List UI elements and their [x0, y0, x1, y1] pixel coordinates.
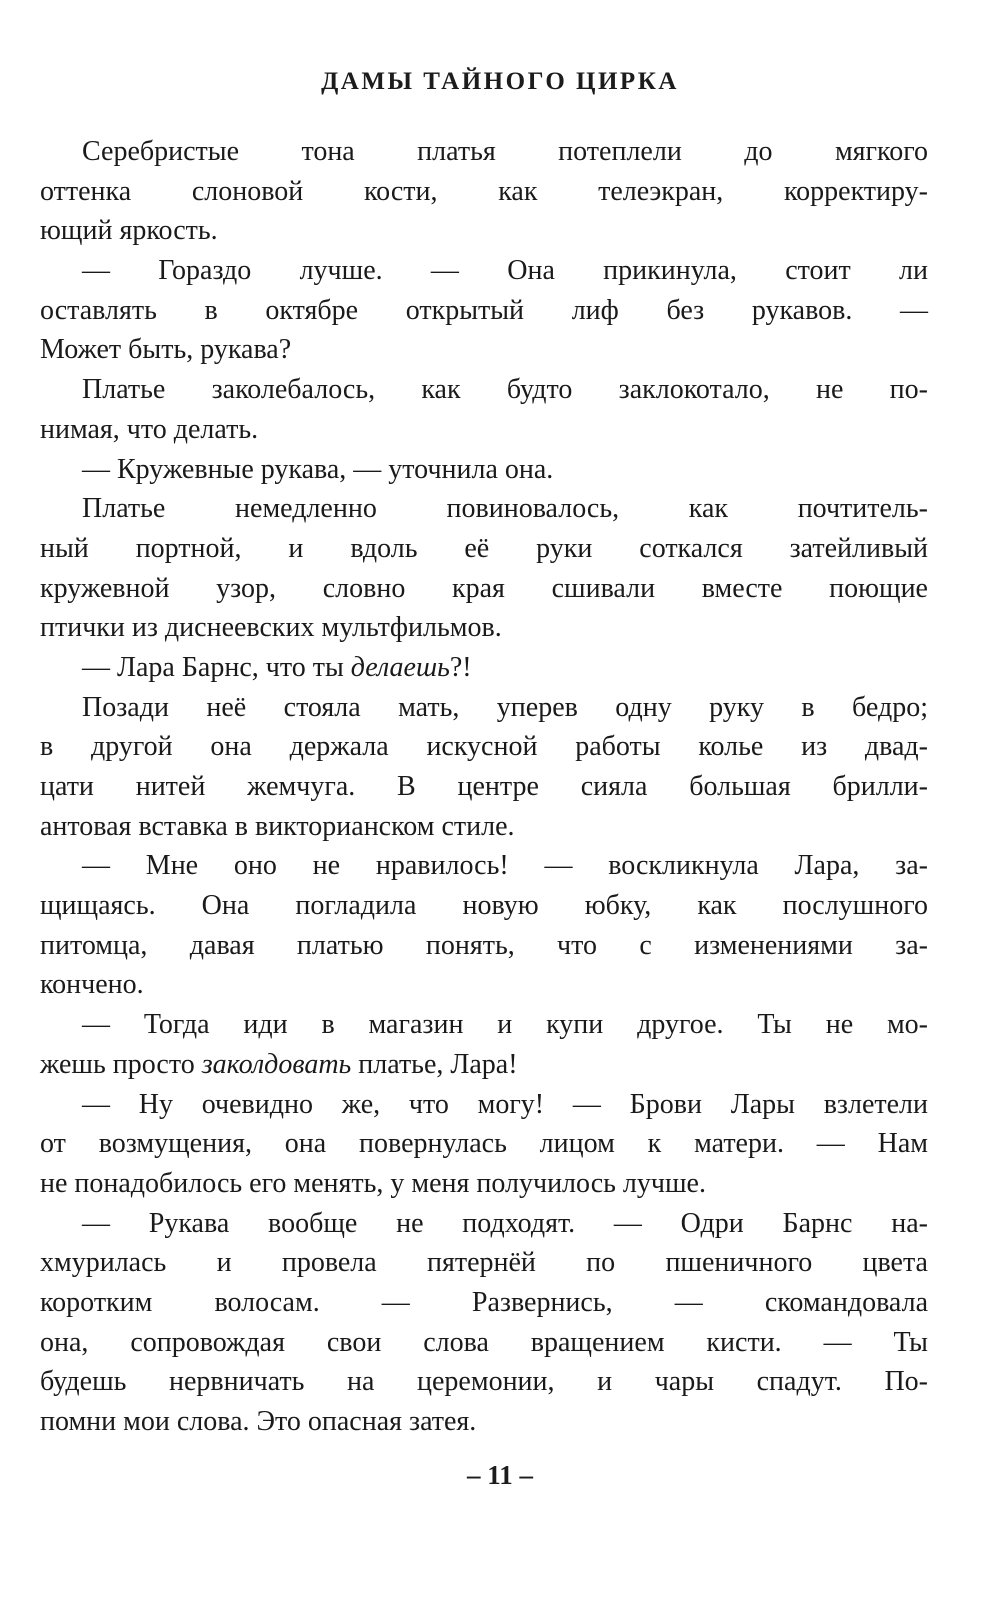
- text-line: ющий яркость.: [40, 215, 218, 247]
- text-line: хмурилась и провела пятернёй по пшеничного цвета: [40, 1247, 928, 1279]
- text-line: оттенка слоновой кости, как телеэкран, корректиру-: [40, 175, 928, 207]
- text-line: щищаясь. Она погладила новую юбку, как послушного: [40, 890, 928, 922]
- text-line: — Рукава вообще не подходят. — Одри Барнс на-: [82, 1207, 928, 1239]
- text-line: кружевной узор, словно края сшивали вместе поющие: [40, 572, 928, 604]
- text-segment: — Лара Барнс, что ты: [82, 651, 351, 683]
- text-line: она, сопровождая свои слова вращением кисти. — Ты: [40, 1326, 928, 1358]
- text-line: питомца, давая платью понять, что с изменениями за-: [40, 929, 928, 961]
- text-line: [40, 1045, 928, 1085]
- text-line: кончено.: [40, 969, 144, 1001]
- emphasis: делаешь: [350, 651, 450, 683]
- text-line: Может быть, рукава?: [40, 334, 292, 366]
- text-line: нимая, что делать.: [40, 413, 259, 445]
- text-line: Платье заколебалось, как будто заклокотало, не по-: [82, 374, 928, 406]
- text-line: — Кружевные рукава, — уточнила она.: [82, 453, 554, 485]
- text-line: — Ну очевидно же, что могу! — Брови Лары взлетели: [82, 1088, 928, 1120]
- text-line: Позади неё стояла мать, уперев одну руку в бедро;: [82, 691, 928, 723]
- page-number: – 11 –: [466, 1460, 533, 1490]
- text-line: оставлять в октябре открытый лиф без рукавов. —: [40, 294, 928, 326]
- text-line: птички из диснеевских мультфильмов.: [40, 612, 502, 644]
- text-line: — Мне оно не нравилось! — воскликнула Лара, за-: [82, 850, 928, 882]
- text-line: помни мои слова. Это опасная затея.: [40, 1406, 477, 1437]
- text-line: ный портной, и вдоль её руки соткался затейливый: [40, 532, 928, 564]
- running-head: ДАМЫ ТАЙНОГО ЦИРКА: [321, 68, 679, 95]
- text-line: коротким волосам. — Развернись, — скомандовала: [40, 1286, 928, 1318]
- text-segment: ?!: [449, 651, 472, 683]
- text-line: — Тогда иди в магазин и купи другое. Ты не мо-: [82, 1009, 928, 1041]
- text-line: от возмущения, она повернулась лицом к матери. — Нам: [40, 1128, 928, 1160]
- body-text: [40, 132, 928, 1442]
- text-line: Серебристые тона платья потеплели до мягкого: [82, 136, 928, 167]
- text-line: в другой она держала искусной работы колье из двад-: [40, 731, 928, 763]
- text-line: не понадобилось его менять, у меня получилось лучше.: [40, 1167, 706, 1199]
- text-line: цати нитей жемчуга. В центре сияла большая брилли-: [40, 771, 928, 802]
- text-line: [40, 648, 928, 688]
- text-segment: жешь просто: [40, 1048, 202, 1080]
- text-line: антовая вставка в викторианском стиле.: [40, 810, 515, 842]
- text-line: — Гораздо лучше. — Она прикинула, стоит ли: [82, 255, 928, 287]
- text-line: Платье немедленно повиновалось, как почтитель-: [82, 493, 928, 525]
- text-segment: платье, Лара!: [351, 1048, 518, 1080]
- emphasis: заколдовать: [201, 1048, 352, 1080]
- text-line: будешь нервничать на церемонии, и чары спадут. По-: [40, 1366, 928, 1398]
